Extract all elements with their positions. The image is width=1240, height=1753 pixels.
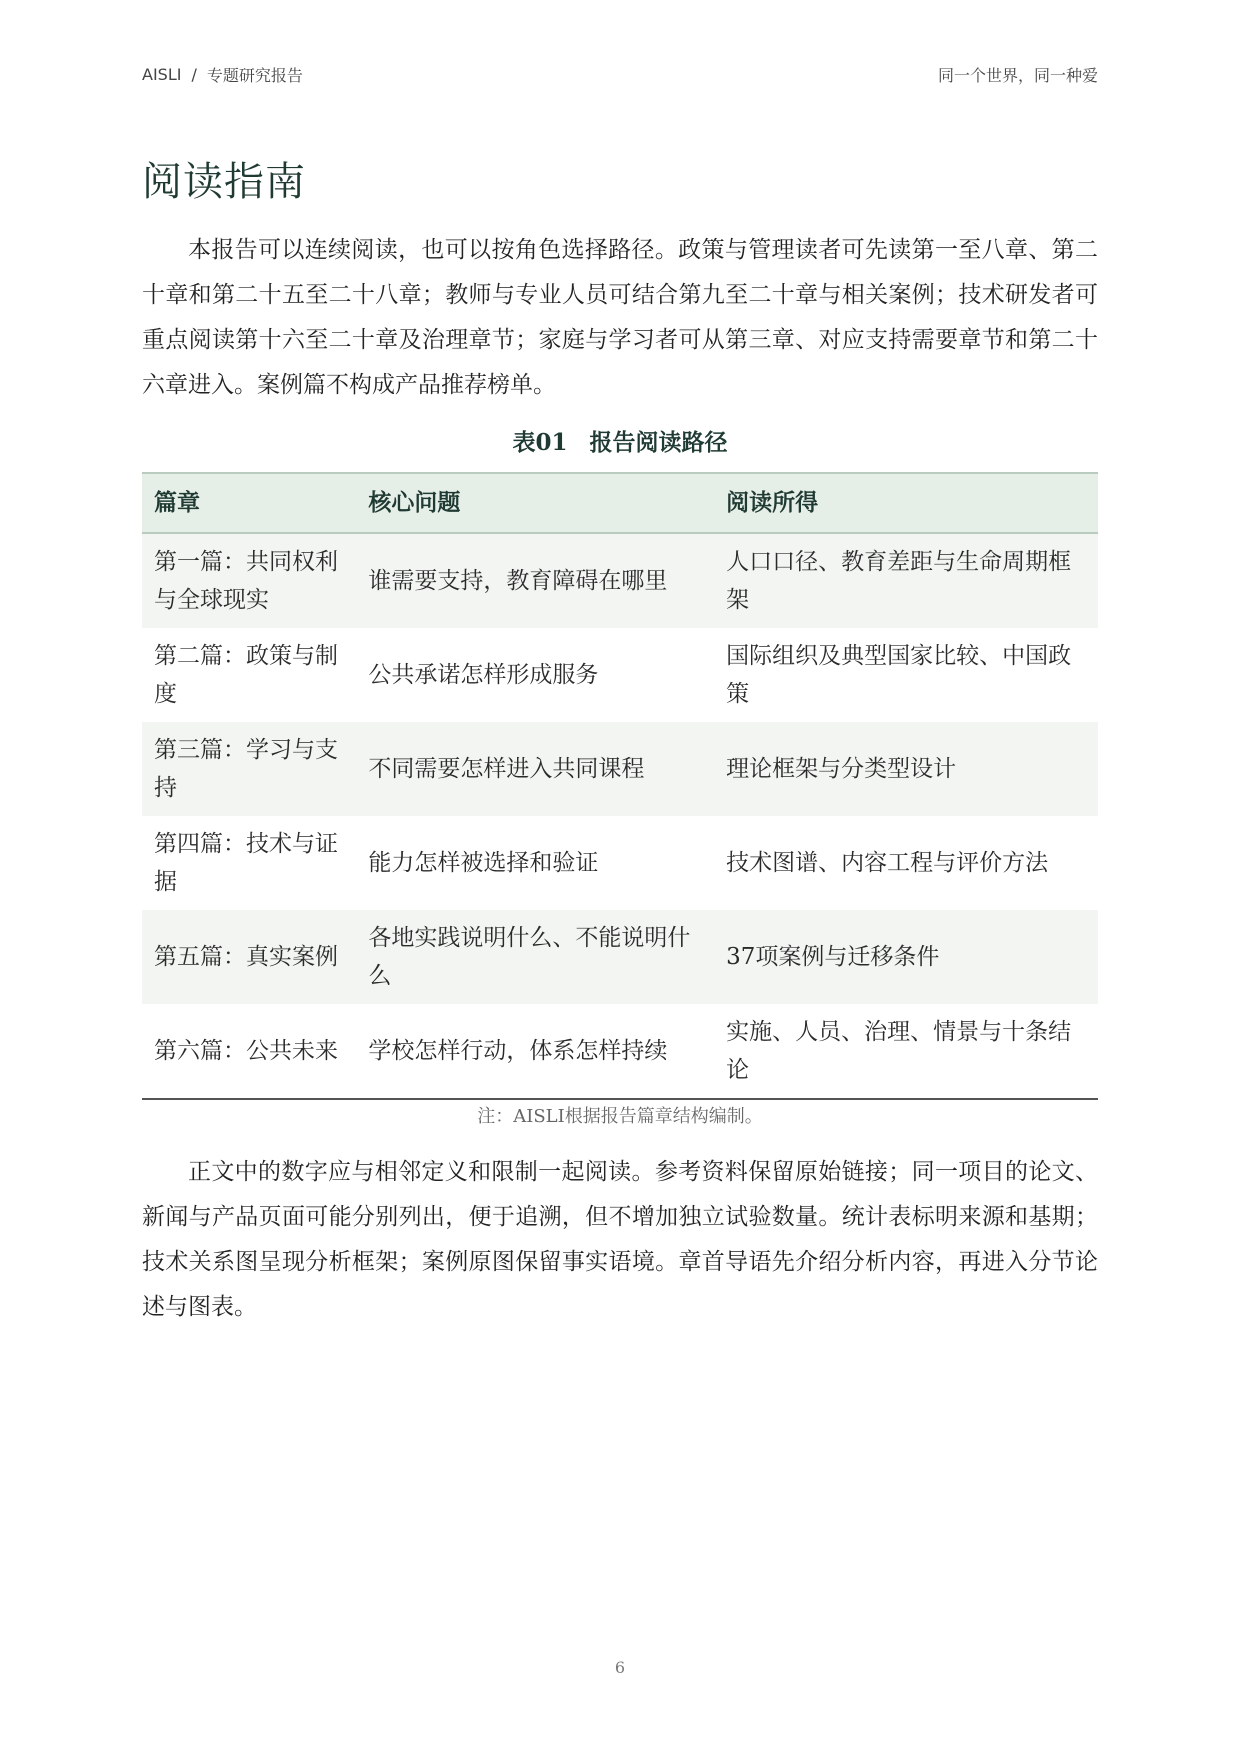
table-cell-chapter: 第二篇：政策与制度 — [154, 643, 338, 707]
table-cell-question: 不同需要怎样进入共同课程 — [356, 722, 714, 816]
table-cell-takeaway: 国际组织及典型国家比较、中国政策 — [726, 643, 1072, 707]
column-header-takeaway: 阅读所得 — [714, 473, 1098, 533]
column-header-core-question: 核心问题 — [356, 473, 714, 533]
table-caption-title: 报告阅读路径 — [589, 429, 728, 456]
table-cell-takeaway: 技术图谱、内容工程与评价方法 — [726, 850, 1049, 876]
table-cell-takeaway: 37项案例与迁移条件 — [714, 910, 1098, 1004]
table-cell-question: 公共承诺怎样形成服务 — [368, 662, 599, 688]
reading-path-table — [142, 472, 1098, 1100]
header-separator: / — [191, 64, 197, 84]
table-cell-question: 谁需要支持，教育障碍在哪里 — [356, 533, 714, 628]
table-row — [142, 533, 1098, 628]
page-number: 6 — [614, 1658, 626, 1677]
table-cell-chapter: 第五篇：真实案例 — [142, 910, 356, 1004]
intro-paragraph: 本报告可以连续阅读，也可以按角色选择路径。政策与管理读者可先读第一至八章、第二十章和第二十五至二十八章；教师与专业人员可结合第九至二十章与相关案例；技术研发者可重点阅读第十六至二十章及治理章节；家庭与学习者可从第三章、对应支持需要章节和第二十六章进入。案例篇不构成产品推荐榜单。 — [142, 237, 1098, 398]
reading-notes-paragraph: 正文中的数字应与相邻定义和限制一起阅读。参考资料保留原始链接；同一项目的论文、新闻与产品页面可能分别列出，便于追溯，但不增加独立试验数量。统计表标明来源和基期；技术关系图呈现分析框架；案例原图保留事实语境。章首导语先介绍分析内容，再进入分节论述与图表。 — [142, 1159, 1098, 1320]
table-cell-question: 各地实践说明什么、不能说明什么 — [356, 910, 714, 1004]
table-caption-number: 表01 — [512, 429, 568, 456]
table-caption — [142, 424, 1098, 457]
table-row — [142, 722, 1098, 816]
table-row — [142, 816, 1098, 910]
table-cell-chapter: 第六篇：公共未来 — [142, 1004, 356, 1099]
table-cell-takeaway: 理论框架与分类型设计 — [714, 722, 1098, 816]
table-cell-question: 学校怎样行动，体系怎样持续 — [356, 1004, 714, 1099]
table-cell-chapter: 第四篇：技术与证据 — [154, 831, 338, 895]
header-org: AISLI — [142, 64, 182, 84]
header-slogan: 同一个世界，同一种爱 — [937, 65, 1098, 85]
column-header-chapter: 篇章 — [142, 473, 356, 533]
table-row — [142, 1004, 1098, 1099]
table-cell-chapter: 第三篇：学习与支持 — [142, 722, 356, 816]
page-title: 阅读指南 — [142, 159, 306, 205]
table-cell-chapter: 第一篇：共同权利与全球现实 — [142, 533, 356, 628]
header-left — [142, 63, 303, 86]
table-header-row — [142, 473, 1098, 533]
table-cell-takeaway: 实施、人员、治理、情景与十条结论 — [714, 1004, 1098, 1099]
table-row — [142, 628, 1098, 722]
table-cell-question: 能力怎样被选择和验证 — [368, 850, 599, 876]
header-doc-type: 专题研究报告 — [206, 65, 303, 85]
table-row — [142, 910, 1098, 1004]
running-header — [142, 60, 1098, 88]
table-note: 注：AISLI根据报告篇章结构编制。 — [477, 1106, 763, 1127]
table-cell-takeaway: 人口口径、教育差距与生命周期框架 — [714, 533, 1098, 628]
